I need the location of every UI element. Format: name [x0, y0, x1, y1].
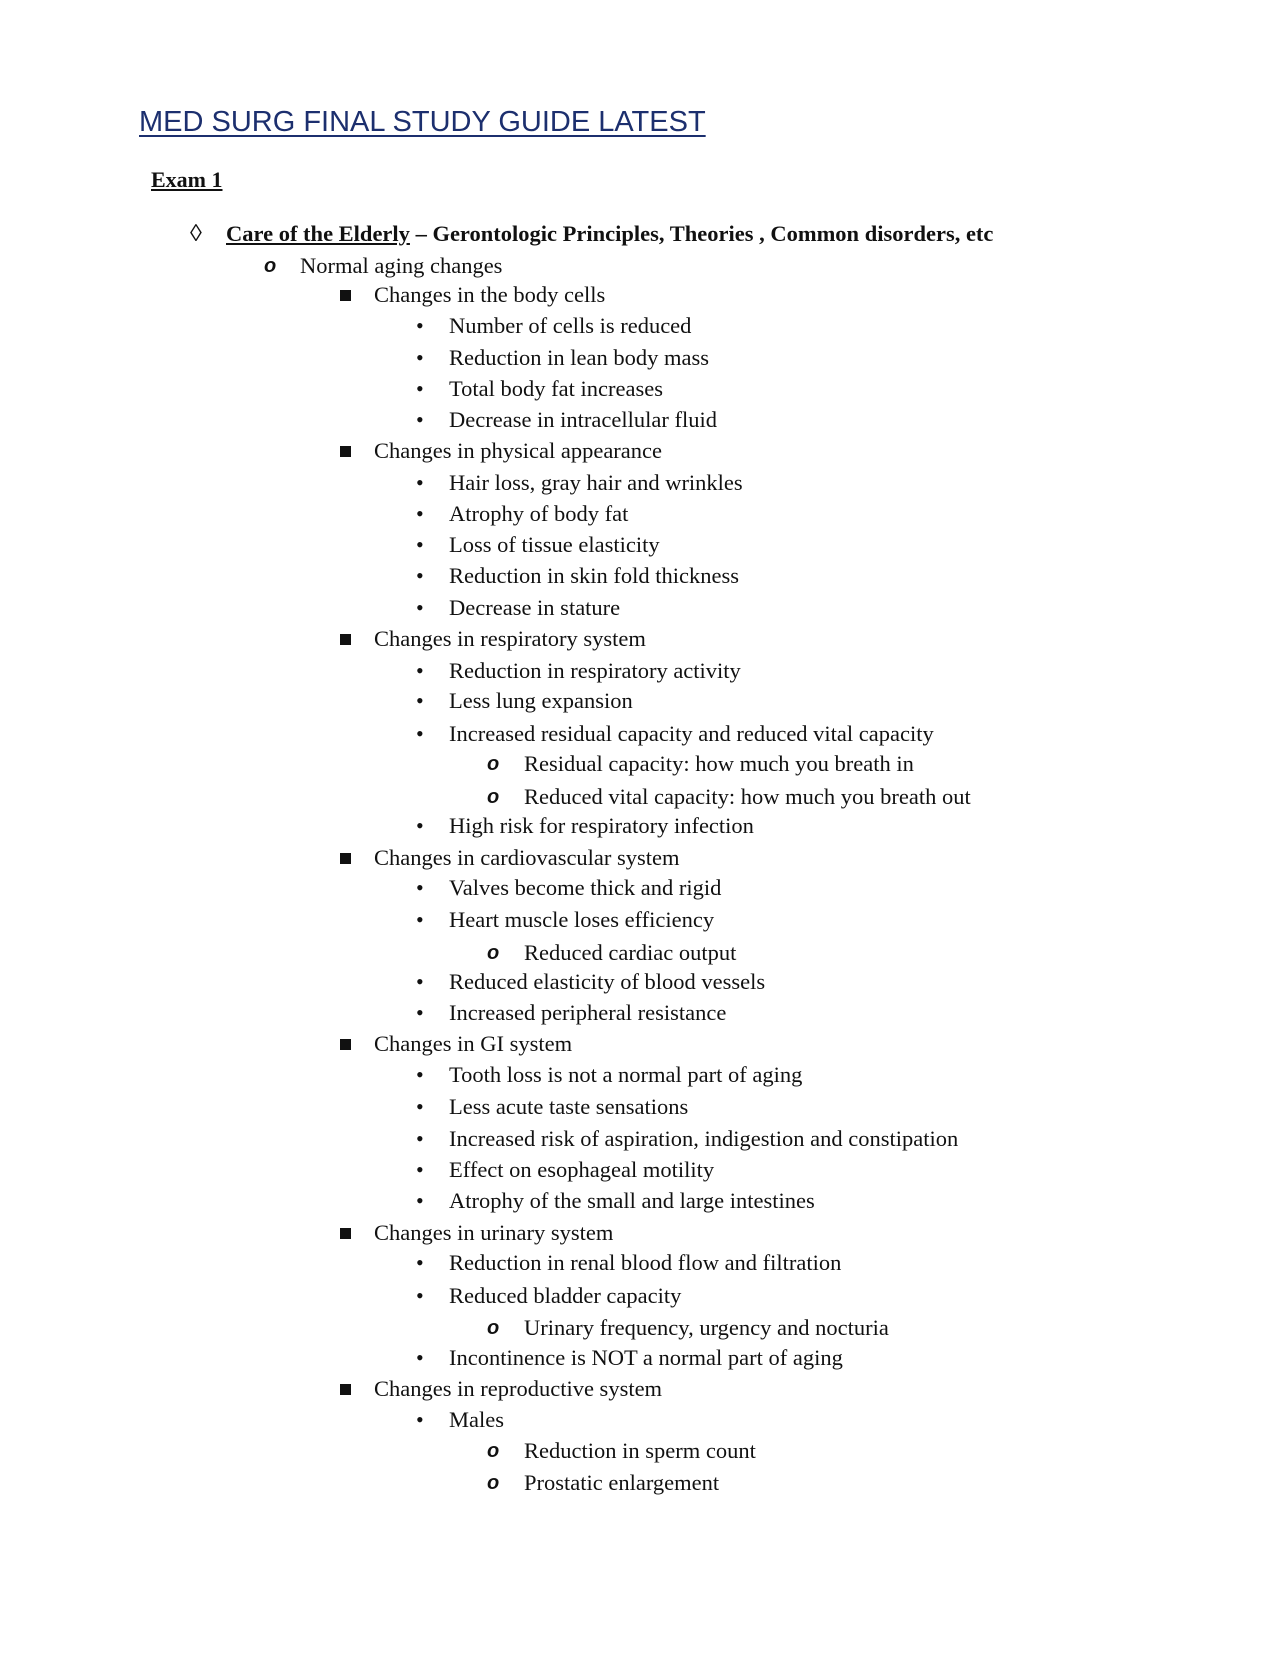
circle-bullet-icon: o: [487, 753, 500, 775]
list-item: Increased residual capacity and reduced vital capacity: [449, 721, 934, 746]
list-item: Changes in reproductive system: [374, 1376, 663, 1401]
list-item: Incontinence is NOT a normal part of aging: [449, 1345, 843, 1370]
list-item: Heart muscle loses efficiency: [449, 907, 715, 932]
circle-bullet-icon: o: [487, 1472, 500, 1494]
list-item: Changes in urinary system: [374, 1220, 614, 1245]
list-item: Reduction in skin fold thickness: [449, 563, 739, 588]
section-heading-rest: – Gerontologic Principles, Theories , Common disorders, etc: [409, 221, 994, 246]
list-item: Atrophy of the small and large intestines: [449, 1188, 815, 1213]
list-item: Reduced vital capacity: how much you breath out: [524, 784, 971, 809]
dot-bullet-icon: •: [416, 313, 424, 338]
dot-bullet-icon: •: [416, 407, 424, 432]
dot-bullet-icon: •: [416, 907, 424, 932]
dot-bullet-icon: •: [416, 1345, 424, 1370]
square-bullet-icon: [340, 290, 351, 301]
list-item: Reduced bladder capacity: [449, 1283, 682, 1308]
dot-bullet-icon: •: [416, 1188, 424, 1213]
list-item: Decrease in intracellular fluid: [449, 407, 717, 432]
list-item: Increased risk of aspiration, indigestion and constipation: [449, 1126, 959, 1151]
circle-bullet-icon: o: [487, 1317, 500, 1339]
dot-bullet-icon: •: [416, 813, 424, 838]
list-item: Residual capacity: how much you breath in: [524, 751, 914, 776]
list-item: Hair loss, gray hair and wrinkles: [449, 470, 743, 495]
dot-bullet-icon: •: [416, 875, 424, 900]
list-item: Reduced cardiac output: [524, 940, 737, 965]
dot-bullet-icon: •: [416, 345, 424, 370]
square-bullet-icon: [340, 853, 351, 864]
list-item: Prostatic enlargement: [524, 1470, 720, 1495]
dot-bullet-icon: •: [416, 1000, 424, 1025]
dot-bullet-icon: •: [416, 1407, 424, 1432]
dot-bullet-icon: •: [416, 658, 424, 683]
square-bullet-icon: [340, 1384, 351, 1395]
list-item: Reduction in lean body mass: [449, 345, 709, 370]
list-item: Atrophy of body fat: [449, 501, 629, 526]
circle-bullet-icon: o: [487, 786, 500, 808]
list-item: Males: [449, 1407, 504, 1432]
list-item: Less lung expansion: [449, 688, 633, 713]
list-item: Tooth loss is not a normal part of aging: [449, 1062, 803, 1087]
document-title[interactable]: MED SURG FINAL STUDY GUIDE LATEST: [139, 106, 706, 138]
circle-bullet-icon: o: [487, 942, 500, 964]
section-heading-underlined: Care of the Elderly: [226, 221, 410, 246]
dot-bullet-icon: •: [416, 1283, 424, 1308]
circle-bullet-icon: o: [264, 255, 277, 277]
list-item: Changes in cardiovascular system: [374, 845, 680, 870]
list-item: Changes in physical appearance: [374, 438, 663, 463]
list-item: Number of cells is reduced: [449, 313, 692, 338]
square-bullet-icon: [340, 634, 351, 645]
square-bullet-icon: [340, 446, 351, 457]
dot-bullet-icon: •: [416, 1157, 424, 1182]
diamond-bullet-icon: ◊: [190, 221, 202, 247]
list-item: Reduced elasticity of blood vessels: [449, 969, 766, 994]
dot-bullet-icon: •: [416, 532, 424, 557]
dot-bullet-icon: •: [416, 969, 424, 994]
list-item: Reduction in sperm count: [524, 1438, 756, 1463]
dot-bullet-icon: •: [416, 1126, 424, 1151]
dot-bullet-icon: •: [416, 563, 424, 588]
dot-bullet-icon: •: [416, 1094, 424, 1119]
section-heading: [226, 220, 993, 248]
list-item: Decrease in stature: [449, 595, 621, 620]
list-item: Normal aging changes: [300, 253, 503, 278]
list-item: Loss of tissue elasticity: [449, 532, 660, 557]
list-item: Valves become thick and rigid: [449, 875, 722, 900]
dot-bullet-icon: •: [416, 470, 424, 495]
list-item: Effect on esophageal motility: [449, 1157, 715, 1182]
list-item: High risk for respiratory infection: [449, 813, 754, 838]
dot-bullet-icon: •: [416, 688, 424, 713]
list-item: Changes in the body cells: [374, 282, 606, 307]
dot-bullet-icon: •: [416, 1062, 424, 1087]
list-item: Reduction in renal blood flow and filtration: [449, 1250, 842, 1275]
list-item: Less acute taste sensations: [449, 1094, 689, 1119]
list-item: Total body fat increases: [449, 376, 663, 401]
dot-bullet-icon: •: [416, 1250, 424, 1275]
dot-bullet-icon: •: [416, 721, 424, 746]
list-item: Changes in respiratory system: [374, 626, 646, 651]
dot-bullet-icon: •: [416, 376, 424, 401]
square-bullet-icon: [340, 1228, 351, 1239]
dot-bullet-icon: •: [416, 501, 424, 526]
square-bullet-icon: [340, 1039, 351, 1050]
list-item: Increased peripheral resistance: [449, 1000, 727, 1025]
list-item: Urinary frequency, urgency and nocturia: [524, 1315, 889, 1340]
dot-bullet-icon: •: [416, 595, 424, 620]
circle-bullet-icon: o: [487, 1440, 500, 1462]
list-item: Changes in GI system: [374, 1031, 573, 1056]
list-item: Reduction in respiratory activity: [449, 658, 741, 683]
exam-heading: Exam 1: [151, 167, 223, 192]
